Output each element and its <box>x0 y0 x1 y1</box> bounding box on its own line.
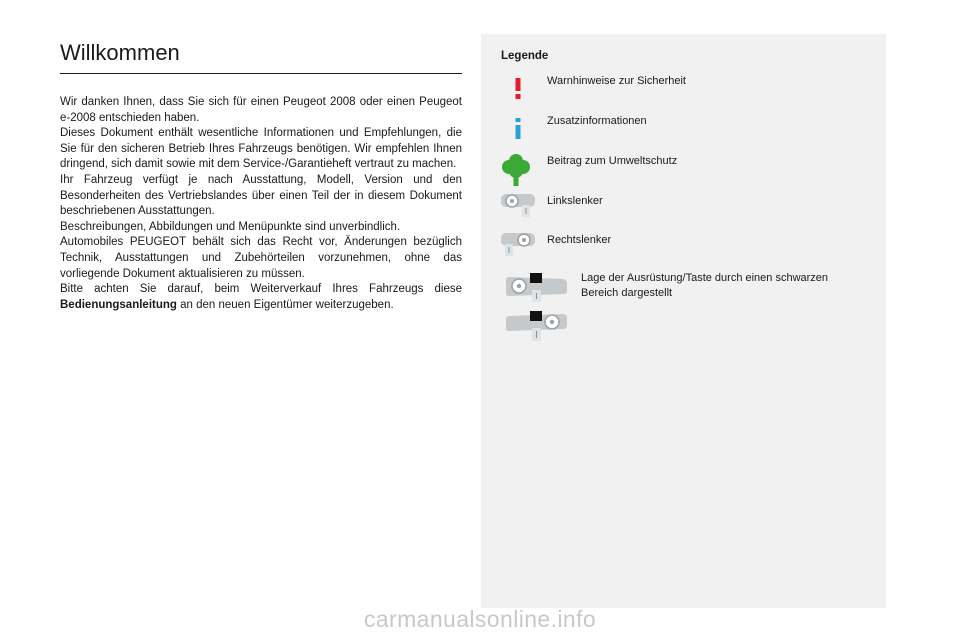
paragraph: Ihr Fahrzeug verfügt je nach Ausstattung, Modell, Version und den Besonderheiten des Vertriebslandes über einen Teil der in diesem Dokument beschriebenen Ausstattungen. <box>60 173 462 218</box>
tree-icon <box>502 153 530 187</box>
page-title: Willkommen <box>60 40 180 65</box>
legend-label: Warnhinweise zur Sicherheit <box>547 75 686 87</box>
handover-text-before: Bitte achten Sie darauf, beim Weiterverkauf Ihres Fahrzeugs diese <box>60 283 462 296</box>
paragraph: Automobiles PEUGEOT behält sich das Recht vor, Änderungen bezüglich Technik, Ausstattungen und Zubehörteilen vorzunehmen, ohne das vorliegende Dokument aktualisieren zu müssen. <box>60 236 462 280</box>
paragraph: Beschreibungen, Abbildungen und Menüpunkte sind unverbindlich. <box>60 220 401 233</box>
left-hand-drive-icon <box>501 193 535 217</box>
paragraph-handover <box>60 282 462 313</box>
welcome-text <box>60 95 462 313</box>
legend-label: Rechtslenker <box>547 234 612 246</box>
paragraph: Dieses Dokument enthält wesentliche Informationen und Empfehlungen, die Sie für den sicheren Betrieb Ihres Fahrzeugs benötigen. Wir empfehlen Ihnen dringend, sich damit sowie mit dem Service-/Garantieheft vertraut zu machen. <box>60 127 462 171</box>
legend-label: Zusatzinformationen <box>547 115 647 127</box>
watermark-text: carmanualsonline.info <box>363 606 597 632</box>
handover-text-after: an den neuen Eigentümer weiterzugeben. <box>176 298 394 311</box>
legend-title: Legende <box>501 50 549 62</box>
legend-label: Lage der Ausrüstung/Taste durch einen schwarzen Bereich dargestellt <box>581 272 829 299</box>
right-hand-drive-icon <box>501 232 535 256</box>
welcome-section <box>60 40 462 313</box>
dashboard-location-icon <box>503 271 569 345</box>
title-divider <box>60 73 462 74</box>
legend-label: Linkslenker <box>547 195 603 207</box>
legend-panel <box>481 34 886 608</box>
legend-label: Beitrag zum Umweltschutz <box>547 155 678 167</box>
info-icon <box>511 118 525 140</box>
manual-name-bold: Bedienungsanleitung <box>60 298 177 311</box>
warning-icon <box>511 78 525 100</box>
paragraph: Wir danken Ihnen, dass Sie sich für einen Peugeot 2008 oder einen Peugeot e-2008 entschieden haben. <box>60 96 462 124</box>
